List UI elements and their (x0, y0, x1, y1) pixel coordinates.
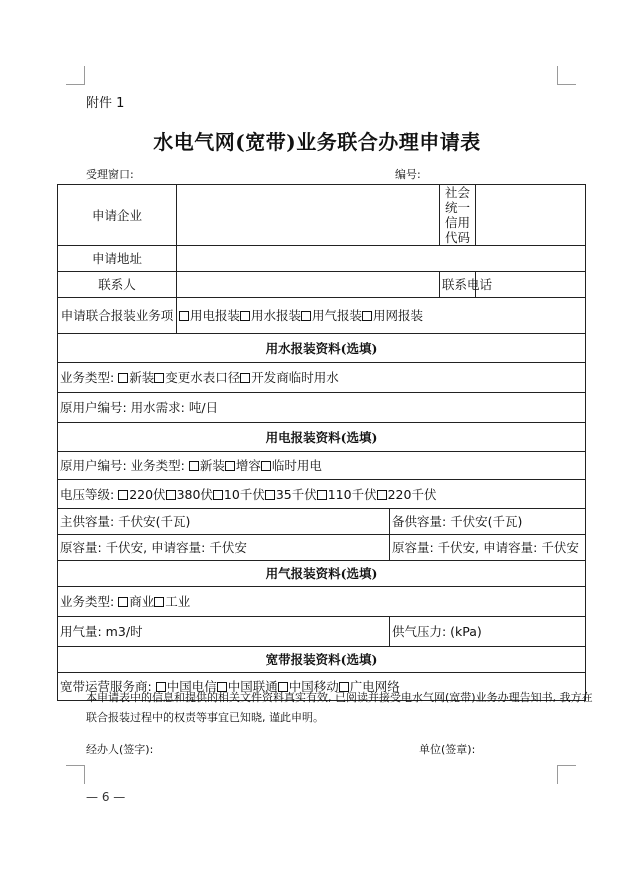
number-label: 编号: (395, 168, 421, 181)
broadband-section-title: 宽带报装资料(选填) (58, 647, 586, 673)
electric-type-row (58, 452, 586, 480)
application-form-table (57, 184, 586, 701)
window-label: 受理窗口: (86, 168, 134, 181)
voltage-row (58, 480, 586, 509)
option-label: 广电网络 (349, 679, 400, 694)
gas-type-label: 业务类型: (60, 594, 115, 609)
electric-section-title: 用电报装资料(选填) (58, 423, 586, 452)
gas-section-title: 用气报装资料(选填) (58, 561, 586, 587)
table-row (58, 185, 586, 246)
option-label: 开发商临时用水 (251, 370, 339, 385)
original-capacity-right[interactable]: 原容量: 千伏安, 申请容量: 千伏安 (390, 535, 586, 561)
option-label: 用网报装 (373, 308, 424, 323)
broadband-provider-label: 宽带运营服务商: (60, 679, 152, 694)
handler-signature-label: 经办人(签字): (86, 743, 154, 756)
option-label: 220千伏 (387, 486, 437, 502)
checkbox[interactable] (265, 490, 275, 500)
contact-label: 联系人 (58, 272, 177, 298)
option-label: 220伏 (129, 486, 166, 502)
option-label: 中国电信 (166, 679, 217, 694)
checkbox[interactable] (225, 461, 235, 471)
option-label: 新装 (129, 370, 155, 385)
option-label: 增容 (235, 458, 261, 473)
main-capacity[interactable]: 主供容量: 千伏安(千瓦) (58, 509, 390, 535)
option-label: 商业 (129, 594, 155, 609)
table-row (58, 647, 586, 673)
checkbox[interactable] (118, 373, 128, 383)
option-label: 380伏 (176, 486, 213, 502)
water-section-title: 用水报装资料(选填) (58, 334, 586, 363)
checkbox[interactable] (166, 490, 176, 500)
table-row (58, 452, 586, 480)
table-row (58, 587, 586, 617)
gas-pressure[interactable]: 供气压力: (kPa) (390, 617, 586, 647)
checkbox[interactable] (189, 461, 199, 471)
water-type-row (58, 363, 586, 393)
crop-mark-top-right (557, 66, 576, 85)
company-field[interactable] (177, 185, 440, 246)
checkbox[interactable] (154, 597, 164, 607)
checkbox[interactable] (240, 311, 250, 321)
option-label: 110千伏 (327, 486, 377, 502)
phone-label: 联系电话 (440, 272, 476, 298)
table-row (58, 272, 586, 298)
checkbox[interactable] (118, 490, 128, 500)
page-number: — 6 — (86, 790, 126, 804)
address-field[interactable] (177, 246, 586, 272)
option-label: 35千伏 (275, 486, 317, 502)
table-row (58, 561, 586, 587)
attachment-label: 附件 1 (86, 96, 125, 111)
checkbox[interactable] (154, 373, 164, 383)
original-capacity-left[interactable]: 原容量: 千伏安, 申请容量: 千伏安 (58, 535, 390, 561)
table-row (58, 617, 586, 647)
option-label: 用水报装 (251, 308, 302, 323)
checkbox[interactable] (179, 311, 189, 321)
gas-volume[interactable]: 用气量: m3/时 (58, 617, 390, 647)
table-row (58, 423, 586, 452)
table-row (58, 298, 586, 334)
checkbox[interactable] (240, 373, 250, 383)
option-label: 工业 (165, 594, 191, 609)
table-row (58, 246, 586, 272)
option-label: 变更水表口径 (165, 370, 241, 385)
checkbox[interactable] (317, 490, 327, 500)
gas-type-row (58, 587, 586, 617)
checkbox[interactable] (301, 311, 311, 321)
company-label: 申请企业 (58, 185, 177, 246)
option-label: 用电报装 (190, 308, 241, 323)
crop-mark-bottom-left (66, 765, 85, 784)
table-row (58, 480, 586, 509)
table-row (58, 535, 586, 561)
option-label: 中国移动 (288, 679, 339, 694)
credit-code-label: 社会统一信用代码 (440, 185, 476, 246)
address-label: 申请地址 (58, 246, 177, 272)
option-label: 用气报装 (312, 308, 363, 323)
form-title: 水电气网(宽带)业务联合办理申请表 (153, 130, 481, 154)
business-items-label: 申请联合报装业务项 (58, 298, 177, 334)
contact-field[interactable] (177, 272, 440, 298)
phone-field[interactable] (476, 272, 586, 298)
electric-type-label: 原用户编号: 业务类型: (60, 458, 185, 473)
crop-mark-top-left (66, 66, 85, 85)
water-type-label: 业务类型: (60, 370, 115, 385)
table-row (58, 363, 586, 393)
table-row (58, 334, 586, 363)
checkbox[interactable] (362, 311, 372, 321)
checkbox[interactable] (118, 597, 128, 607)
option-label: 10千伏 (223, 486, 265, 502)
declaration-note: 本申请表中的信息和提供的相关文件资料真实有效, 已阅读并接受电水气网(宽带)业务办理告知书, 我方在联合报装过程中的权责等事宜已知晓, 谨此申明。 (86, 691, 593, 724)
checkbox[interactable] (261, 461, 271, 471)
unit-seal-label: 单位(签章): (419, 743, 476, 756)
crop-mark-bottom-right (557, 765, 576, 784)
business-items-options (177, 298, 586, 334)
table-row (58, 509, 586, 535)
checkbox[interactable] (377, 490, 387, 500)
option-label: 新装 (199, 458, 225, 473)
water-info[interactable]: 原用户编号: 用水需求: 吨/日 (58, 393, 586, 423)
credit-code-field[interactable] (476, 185, 586, 246)
voltage-label: 电压等级: (60, 486, 115, 502)
option-label: 临时用电 (271, 458, 322, 473)
option-label: 中国联通 (227, 679, 278, 694)
table-row (58, 393, 586, 423)
backup-capacity[interactable]: 备供容量: 千伏安(千瓦) (390, 509, 586, 535)
checkbox[interactable] (213, 490, 223, 500)
